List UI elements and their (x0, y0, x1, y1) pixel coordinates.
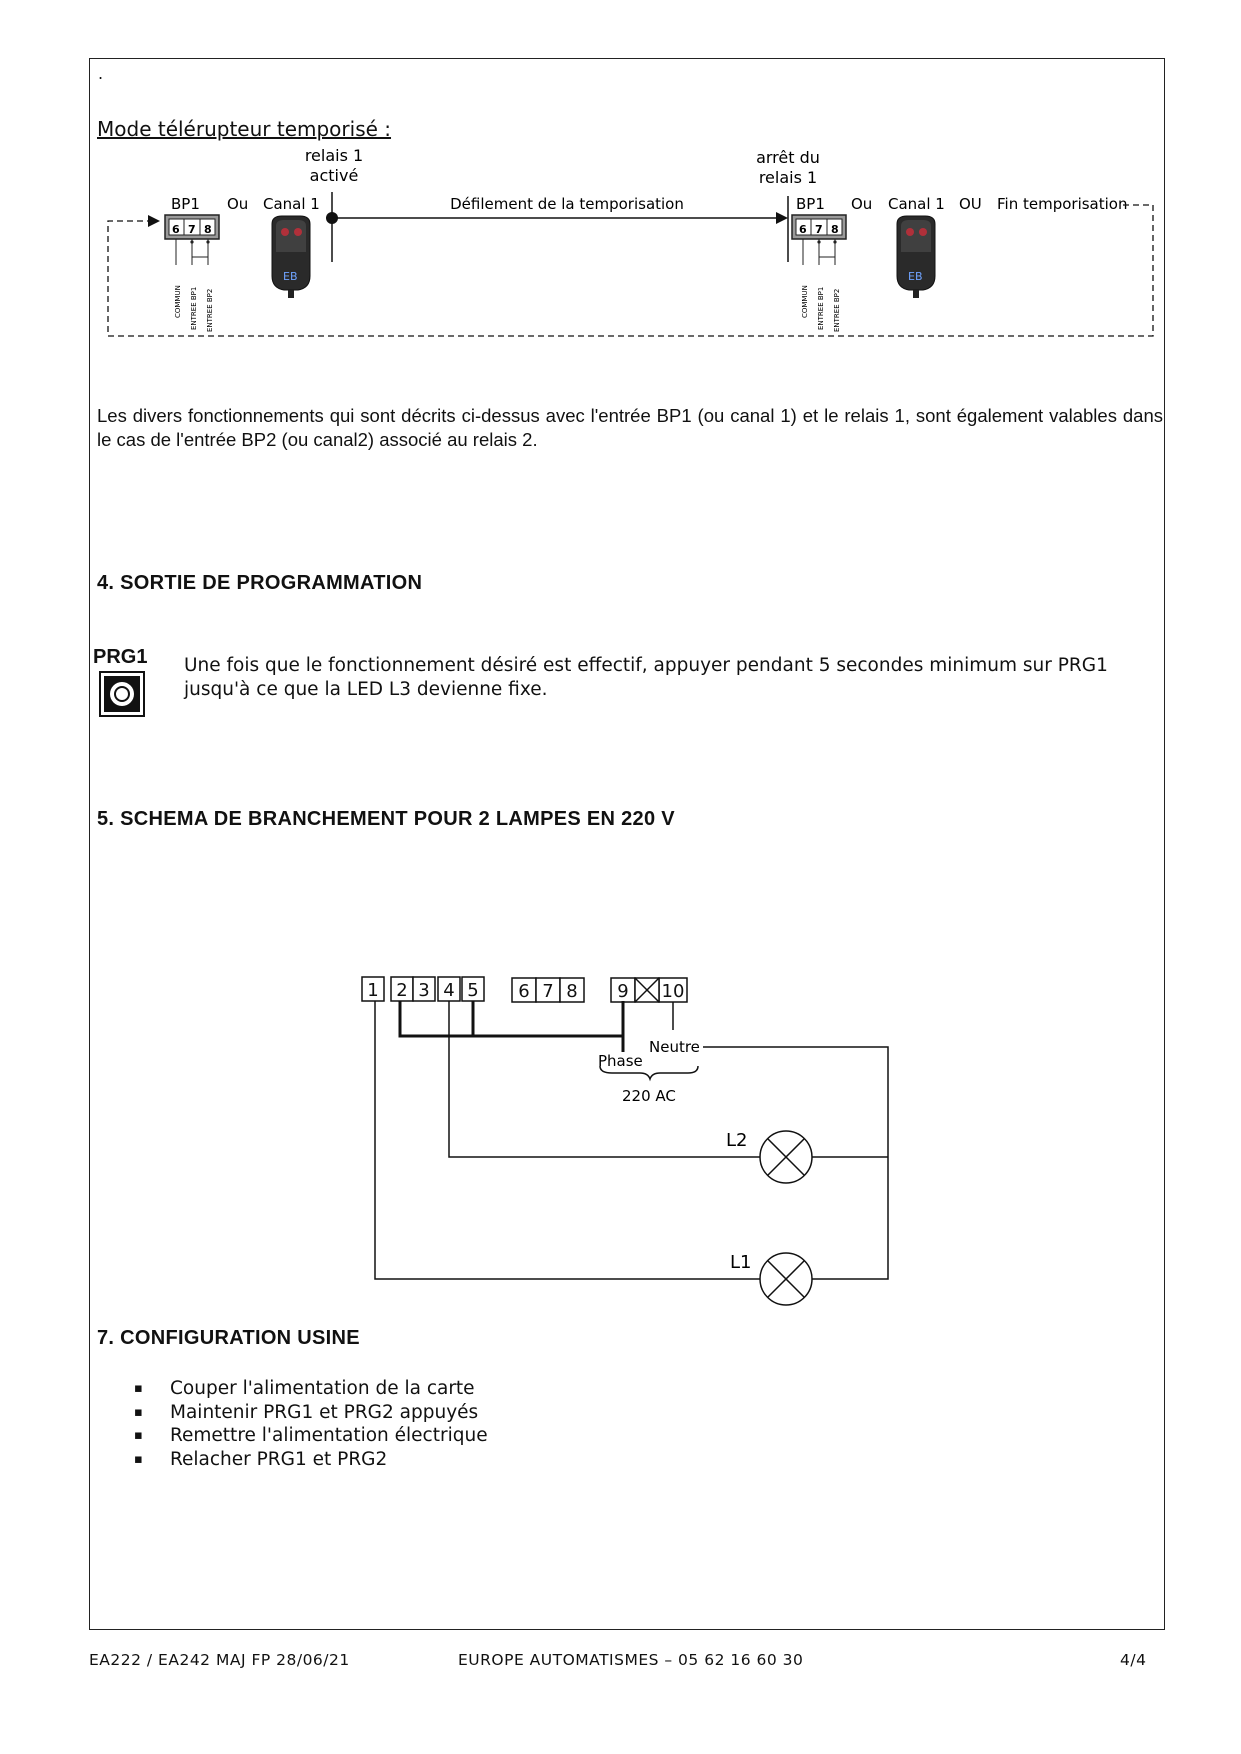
ou-upper-label: OU (959, 195, 982, 213)
phase-label: Phase (598, 1052, 643, 1070)
paragraph-divers: Les divers fonctionnements qui sont décrits ci-dessus avec l'entrée BP1 (ou canal 1) et le relais 1, sont également valables dans le cas de l'entrée BP2 (ou canal2) associé au relais 2. (97, 405, 1163, 450)
label-commun-right: COMMUN (801, 285, 809, 318)
terminal-5: 5 (467, 980, 479, 1001)
list-item: ▪ Maintenir PRG1 et PRG2 appuyés (130, 1401, 488, 1425)
term-right-6: 6 (799, 223, 807, 236)
remote-right-logo: EB (908, 270, 923, 283)
label-bp2-left: ENTREE BP2 (206, 288, 214, 332)
push-button-icon (99, 671, 145, 717)
section4-text: Une fois que le fonctionnement désiré est effectif, appuyer pendant 5 secondes minimum sur PRG1 jusqu'à ce que la LED L3 devienne fixe. (184, 655, 1108, 700)
fuse-symbol (635, 978, 659, 1002)
fin-tempo-label: Fin temporisation (997, 195, 1128, 213)
lamp-l2-icon (760, 1131, 812, 1183)
section7-title: 7. CONFIGURATION USINE (97, 1327, 360, 1349)
list-item: ▪ Relacher PRG1 et PRG2 (130, 1448, 488, 1472)
footer-center: EUROPE AUTOMATISMES – 05 62 16 60 30 (458, 1651, 804, 1669)
relais-stop-line2: relais 1 (758, 168, 818, 187)
term-right-7: 7 (815, 223, 823, 236)
config-list (130, 1377, 488, 1471)
remote-left-icon (272, 216, 310, 298)
terminal-9: 9 (617, 981, 629, 1002)
bp1-right-label: BP1 (796, 195, 825, 213)
relais-activated-line2: activé (309, 166, 359, 185)
term-right-8: 8 (831, 223, 839, 236)
list-item: ▪ Remettre l'alimentation électrique (130, 1424, 488, 1448)
section4-title: 4. SORTIE DE PROGRAMMATION (97, 572, 423, 594)
top-dot: . (98, 64, 104, 83)
canal-right-label: Canal 1 (888, 195, 945, 213)
relais-stop-line1: arrêt du (756, 148, 820, 167)
term-left-7: 7 (188, 223, 196, 236)
terminal-7: 7 (542, 981, 554, 1002)
ou-right-label: Ou (851, 195, 873, 213)
lamp-l1-label: L1 (730, 1252, 752, 1273)
ou-left-label: Ou (227, 195, 249, 213)
loop-dashed-line (108, 205, 1153, 336)
terminal-1: 1 (367, 980, 379, 1001)
terminal-10: 10 (661, 981, 685, 1002)
mode-title: Mode télérupteur temporisé : (97, 117, 392, 141)
terminal-4: 4 (443, 980, 455, 1001)
wiring-diagram (0, 960, 1241, 1320)
remote-left-logo: EB (283, 270, 298, 283)
remote-right-icon (897, 216, 935, 298)
relais-activated-line1: relais 1 (304, 146, 364, 165)
terminal-6: 6 (518, 981, 530, 1002)
footer-left: EA222 / EA242 MAJ FP 28/06/21 (89, 1651, 350, 1669)
timing-diagram (0, 0, 1241, 380)
terminal-3: 3 (418, 980, 430, 1001)
bp1-left-label: BP1 (171, 195, 200, 213)
list-item: ▪ Couper l'alimentation de la carte (130, 1377, 488, 1401)
neutre-label: Neutre (649, 1038, 700, 1056)
prg1-label: PRG1 (93, 646, 148, 668)
label-bp2-right: ENTREE BP2 (833, 288, 841, 332)
canal-left-label: Canal 1 (263, 195, 320, 213)
terminal-8: 8 (566, 981, 578, 1002)
label-commun-left: COMMUN (174, 285, 182, 318)
defilement-label: Défilement de la temporisation (450, 195, 684, 213)
lamp-l2-label: L2 (726, 1130, 748, 1151)
section5-title: 5. SCHEMA DE BRANCHEMENT POUR 2 LAMPES EN 220 V (97, 808, 675, 830)
label-bp1-left: ENTREE BP1 (190, 286, 198, 330)
terminal-2: 2 (396, 980, 408, 1001)
label-bp1-right: ENTREE BP1 (817, 286, 825, 330)
lamp-l1-icon (760, 1253, 812, 1305)
supply-label: 220 AC (622, 1087, 676, 1105)
term-left-8: 8 (204, 223, 212, 236)
term-left-6: 6 (172, 223, 180, 236)
footer-right: 4/4 (1120, 1651, 1147, 1669)
